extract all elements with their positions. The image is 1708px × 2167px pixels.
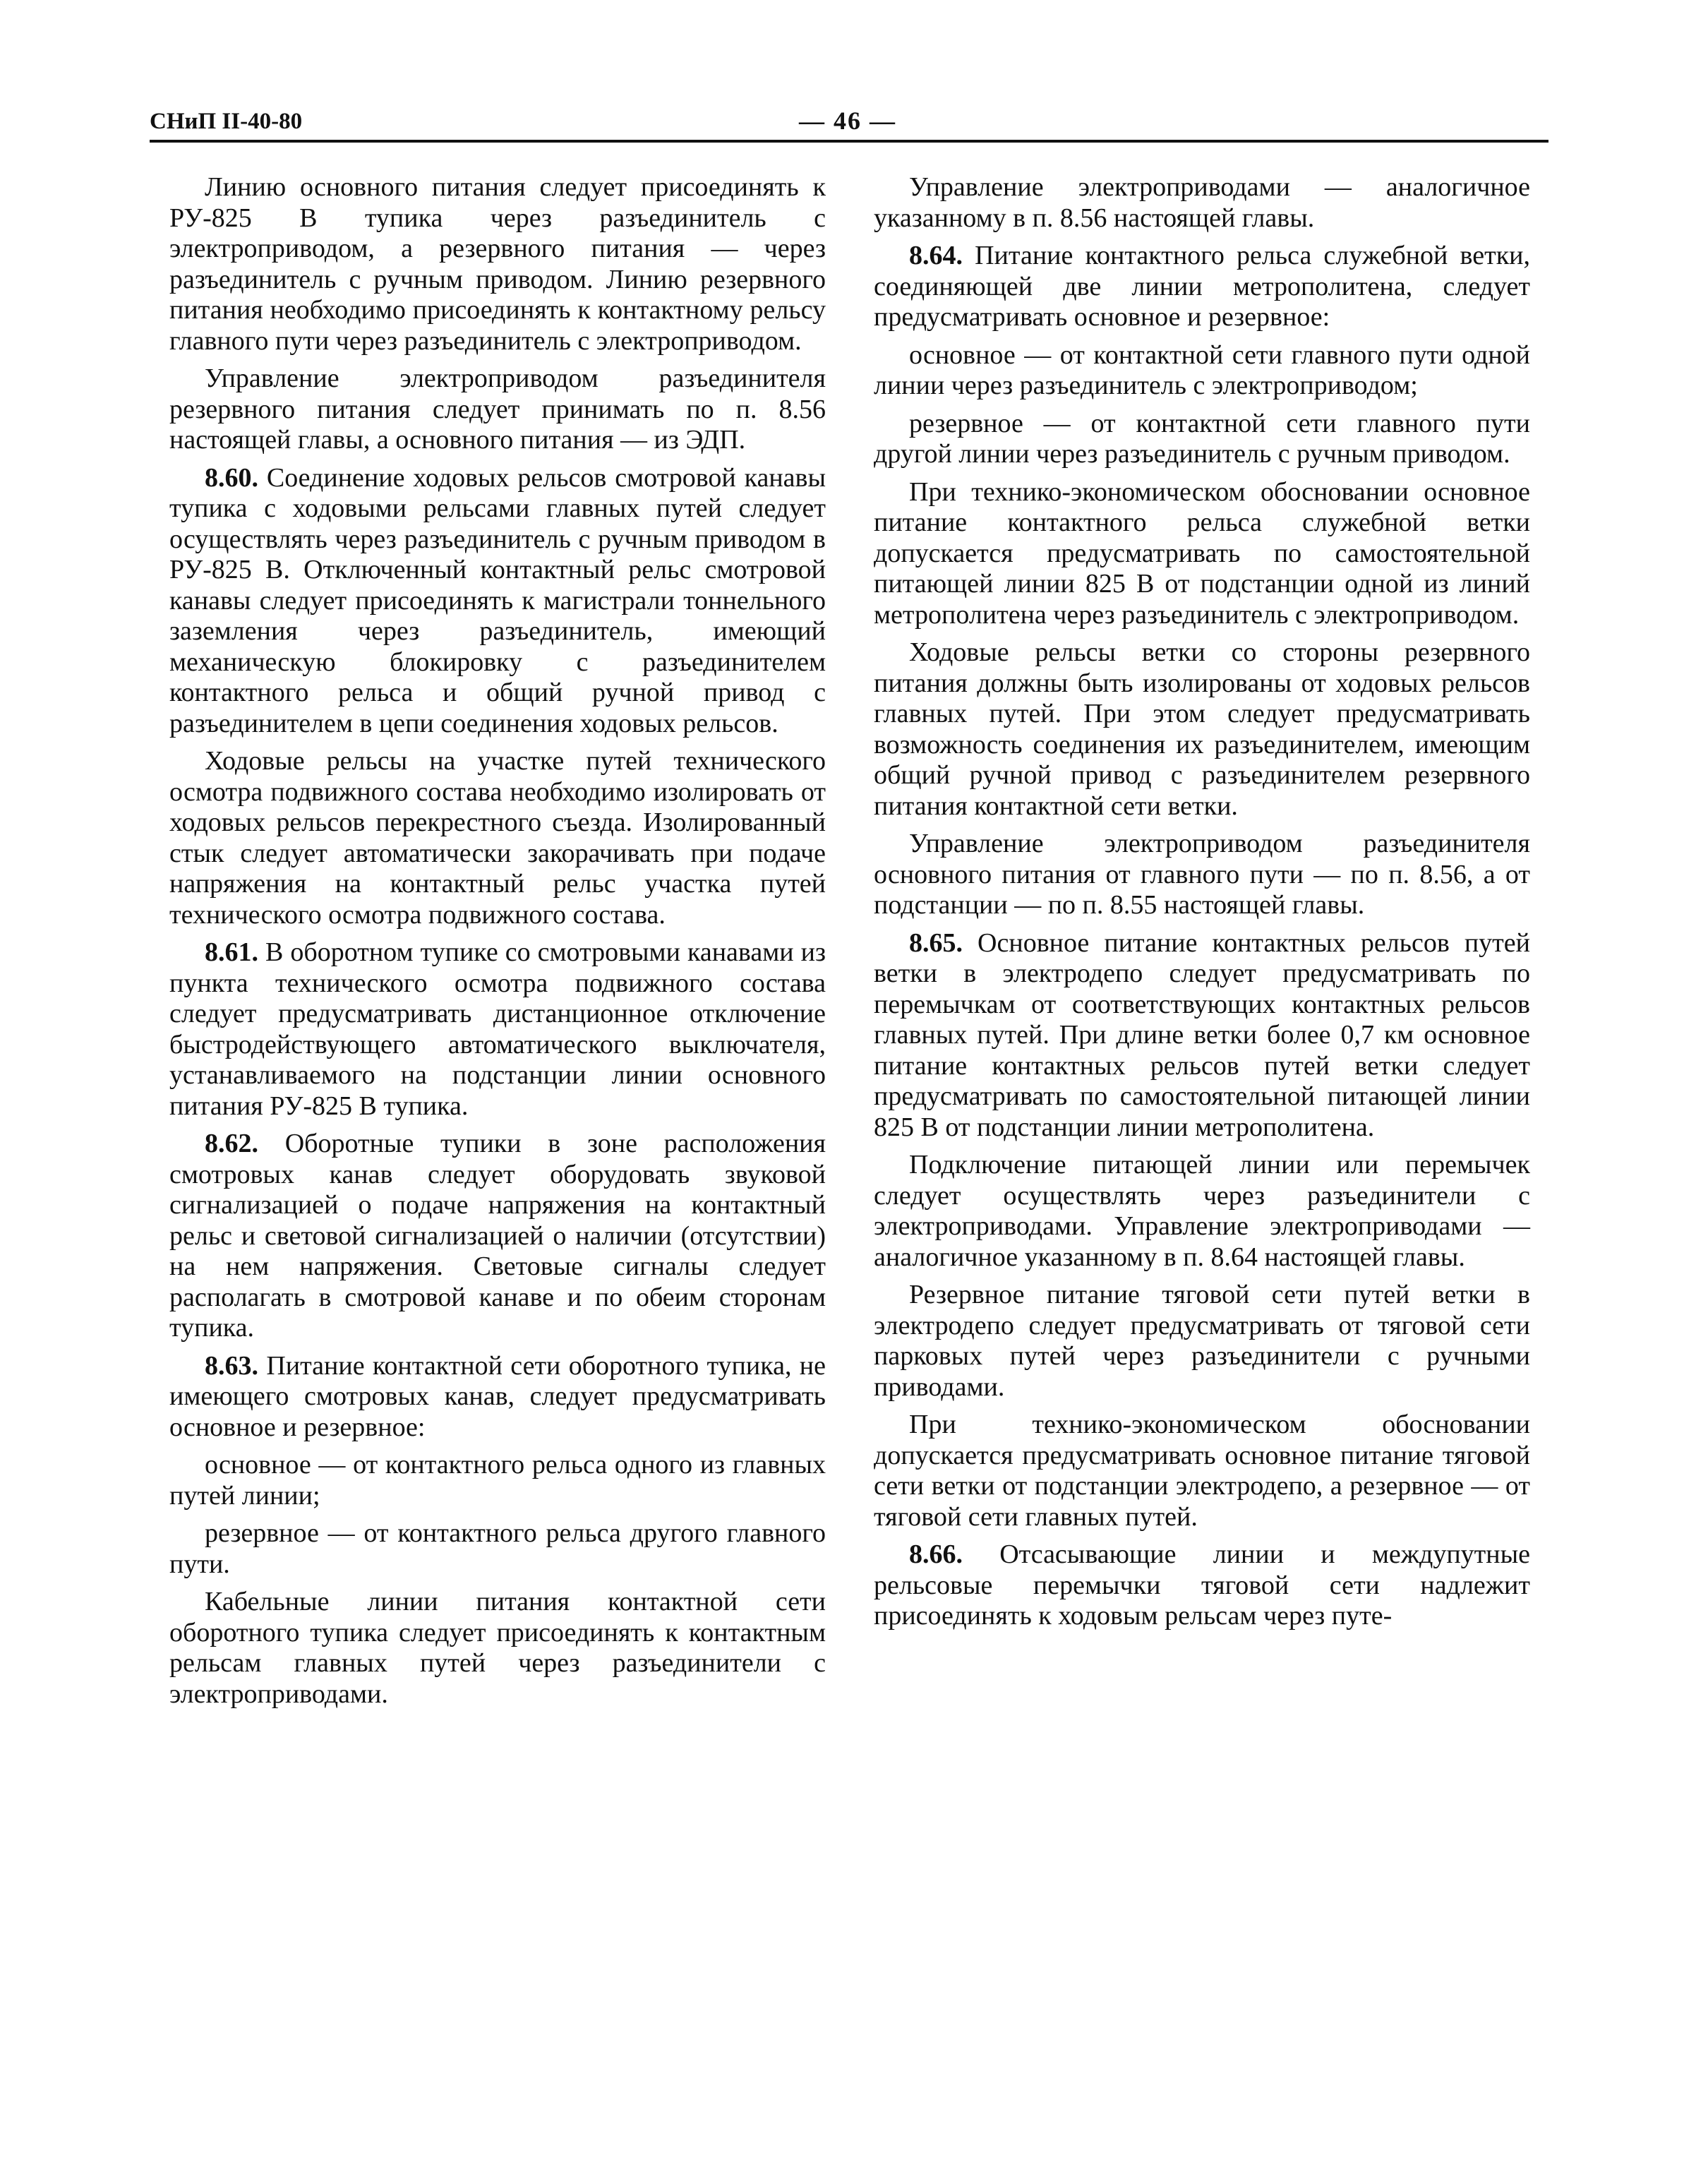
paragraph-text: Управление электроприводом разъединителя резервного питания следует принимать по п. 8.56 настоящей главы, а основного питания — из ЭДП. <box>169 364 826 455</box>
paragraph-text: резервное — от контактного рельса другого главного пути. <box>169 1518 826 1579</box>
paragraph <box>874 829 1530 921</box>
paragraph-text: Управление электроприводами — аналогичное указанному в п. 8.56 настоящей главы. <box>874 172 1530 233</box>
paragraph-text: Линию основного питания следует присоединять к РУ-825 В тупика через разъединитель с электроприводом, а резервного питания — через разъединитель с ручным приводом. Линию резервного питания необходимо присоединять к контактному рельсу главного пути через разъединитель с электроприводом. <box>169 172 826 356</box>
paragraph <box>169 1450 826 1511</box>
paragraph-text: При технико-экономическом обосновании основное питание контактного рельса служебной ветки допускается предусматривать по самостоятельной питающей линии 825 В от подстанции одной из линий метрополитена через разъединитель с электроприводом. <box>874 476 1530 630</box>
clause-number: 8.60. <box>205 462 258 493</box>
paragraph-text: основное — от контактного рельса одного из главных путей линии; <box>169 1450 826 1511</box>
paragraph <box>169 1351 826 1443</box>
paragraph <box>874 928 1530 1143</box>
clause-number: 8.64. <box>909 241 963 270</box>
clause-number: 8.61. <box>205 937 258 967</box>
clause-number: 8.66. <box>909 1539 963 1569</box>
paragraph <box>169 1518 826 1580</box>
paragraph <box>874 1539 1530 1632</box>
clause-number: 8.63. <box>205 1350 258 1381</box>
paragraph <box>874 1410 1530 1532</box>
paragraph-text: Основное питание контактных рельсов путей ветки в электродепо следует предусматривать по перемычкам от соответствующих контактных рельсов главных путей. При длине ветки более 0,7 км основное питание контактных рельсов путей ветки следует предусматривать по самостоятельной питающей линии 825 В от подстанции линии метрополитена. <box>874 928 1530 1142</box>
paragraph <box>874 637 1530 822</box>
left-column <box>169 172 826 1717</box>
paragraph <box>169 937 826 1122</box>
paragraph-text: Питание контактной сети оборотного тупика, не имеющего смотровых канав, следует предусматривать основное и резервное: <box>169 1350 826 1442</box>
right-column <box>874 172 1530 1639</box>
paragraph <box>169 172 826 356</box>
paragraph-text: Ходовые рельсы ветки со стороны резервного питания должны быть изолированы от ходовых рельсов главных путей. При этом следует предусматривать возможность соединения их разъединителем, имеющим общий ручной привод с разъединителем резервного питания контактной сети ветки. <box>874 637 1530 821</box>
paragraph-text: резервное — от контактной сети главного пути другой линии через разъединитель с ручным приводом. <box>874 408 1530 469</box>
paragraph-text: Соединение ходовых рельсов смотровой канавы тупика с ходовыми рельсами главных путей следует осуществлять через разъединитель с ручным приводом в РУ-825 В. Отключенный контактный рельс смотровой канавы следует присоединять к магистрали тоннельного заземления через разъединитель, имеющий механическую блокировку с разъединителем контактного рельса и общий ручной привод с разъединителем в цепи соединения ходовых рельсов. <box>169 462 826 738</box>
paragraph-text: При технико-экономическом обосновании допускается предусматривать основное питание тяговой сети ветки от подстанции электродепо, а резервное — от тяговой сети главных путей. <box>874 1410 1530 1532</box>
paragraph-text: Ходовые рельсы на участке путей технического осмотра подвижного состава необходимо изолировать от ходовых рельсов перекрестного съезда. Изолированный стык следует автоматически закорачивать при подаче напряжения на контактный рельс участка путей технического осмотра подвижного состава. <box>169 746 826 930</box>
paragraph-text: основное — от контактной сети главного пути одной линии через разъединитель с электроприводом; <box>874 340 1530 400</box>
paragraph-text: Кабельные линии питания контактной сети оборотного тупика следует присоединять к контактным рельсам главных путей через разъединители с электроприводами. <box>169 1587 826 1709</box>
paragraph-text: Резервное питание тяговой сети путей ветки в электродепо следует предусматривать от тяговой сети парковых путей через разъединители с ручными приводами. <box>874 1280 1530 1402</box>
header-rule <box>150 140 1548 143</box>
paragraph <box>874 340 1530 402</box>
paragraph <box>874 477 1530 631</box>
paragraph <box>169 364 826 456</box>
paragraph <box>874 241 1530 333</box>
paragraph <box>169 1587 826 1710</box>
paragraph-text: Управление электроприводом разъединителя основного питания от главного пути — по п. 8.56, а от подстанции — по п. 8.55 настоящей главы. <box>874 829 1530 920</box>
paragraph-text: В оборотном тупике со смотровыми канавами из пункта технического осмотра подвижного состава следует предусматривать дистанционное отключение быстродействующего автоматического выключателя, устанавливаемого на подстанции линии основного питания РУ-825 В тупика. <box>169 937 826 1121</box>
paragraph-text: Подключение питающей линии или перемычек следует осуществлять через разъединители с электроприводами. Управление электроприводами — аналогичное указанному в п. 8.64 настоящей главы. <box>874 1150 1530 1272</box>
paragraph <box>874 1280 1530 1403</box>
paragraph-text: Питание контактного рельса служебной ветки, соединяющей две линии метрополитена, следует предусматривать основное и резервное: <box>874 241 1530 332</box>
paragraph <box>874 409 1530 470</box>
paragraph <box>169 463 826 740</box>
clause-number: 8.65. <box>909 928 963 958</box>
paragraph <box>874 172 1530 234</box>
paragraph-text: Отсасывающие линии и междупутные рельсовые перемычки тяговой сети надлежит присоединять к ходовым рельсам через путе- <box>874 1539 1530 1631</box>
paragraph <box>874 1150 1530 1273</box>
page-number: — 46 — <box>799 107 896 135</box>
page-header <box>150 103 1547 152</box>
document-code: СНиП II-40-80 <box>150 109 303 134</box>
paragraph-text: Оборотные тупики в зоне расположения смотровых канав следует оборудовать звуковой сигнализацией о подаче напряжения на контактный рельс и световой сигнализацией о наличии (отсутствии) на нем напряжения. Световые сигналы следует располагать в смотровой канаве и по обеим сторонам тупика. <box>169 1129 826 1343</box>
paragraph <box>169 746 826 930</box>
paragraph <box>169 1129 826 1344</box>
clause-number: 8.62. <box>205 1129 258 1158</box>
